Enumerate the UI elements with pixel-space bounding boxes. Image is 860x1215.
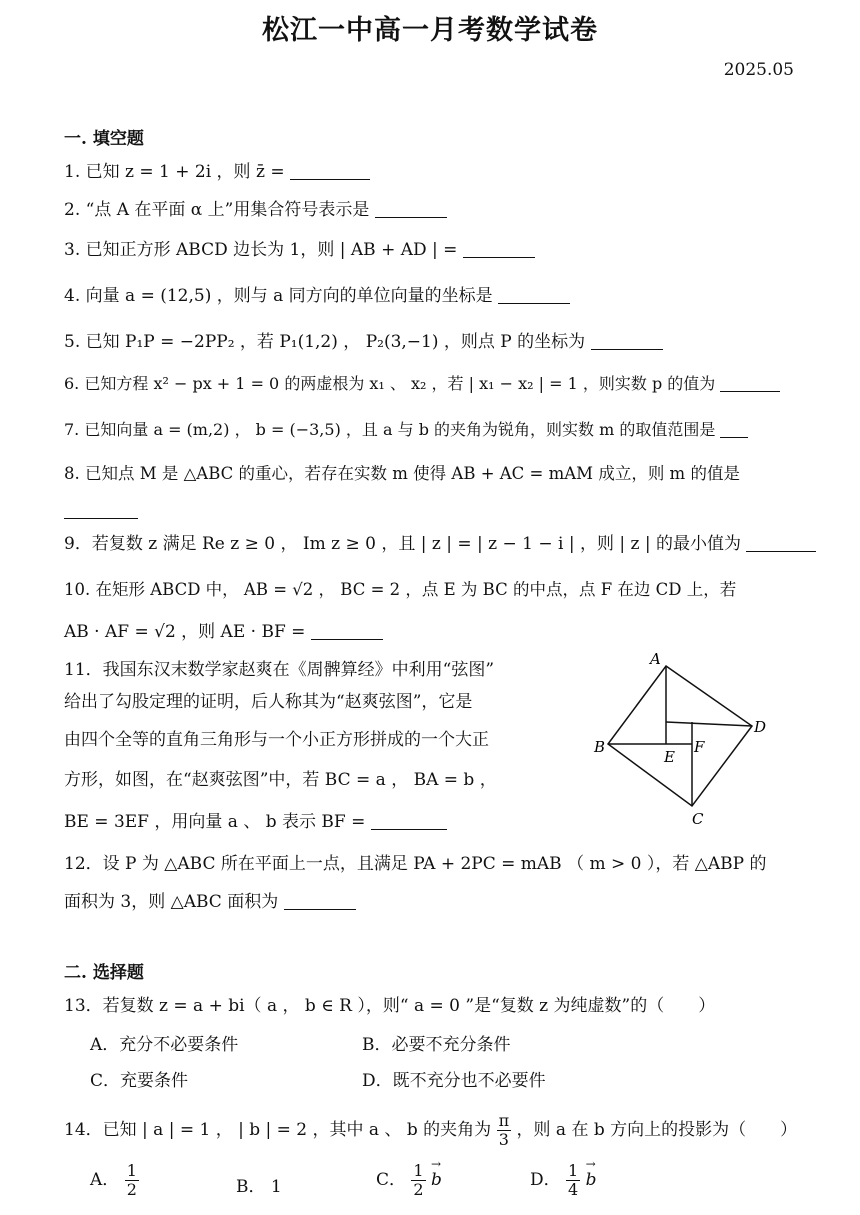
answer-blank [290,161,370,180]
question-11-line5: BE = 3EF ，用向量 a 、 b 表示 BF = [64,810,447,834]
option-13b[interactable]: B．必要不充分条件 [362,1035,511,1055]
option-13c[interactable]: C．充要条件 [90,1071,189,1091]
label-a: A [650,650,661,668]
outer-square [608,666,752,806]
section-fill-in: 一. 填空题 [64,129,144,149]
answer-blank [720,419,748,438]
label-b: B [594,738,606,756]
label-c: C [692,810,704,828]
question-14: 14．已知 | a | = 1 ， | b | = 2 ，其中 a 、 b 的夹角为 $\frac{\pi}{3}$ ，则 a 在 b 方向上的投影为（ ） [64,1111,798,1149]
question-4: 4. 向量 a = (12,5) ，则与 a 同方向的单位向量的坐标是 [64,284,570,308]
option-14a[interactable]: A． $\frac{1}{2}$ [90,1161,137,1199]
question-10-line1: 10. 在矩形 ABCD 中， AB = √2 ， BC = 2 ，点 E 为 BC 的中点，点 F 在边 CD 上，若 [64,580,737,599]
question-12-line1: 12．设 P 为 △ABC 所在平面上一点，且满足 PA + 2PC = mAB （ m > 0 ），若 △ABP 的 [64,854,767,874]
question-11-line1: 11．我国东汉末数学家赵爽在《周髀算经》中利用“弦图” [64,660,495,680]
answer-blank [375,199,447,218]
option-13d[interactable]: D．既不充分也不必要件 [362,1071,546,1091]
label-f: F [694,738,705,756]
label-e: E [664,748,675,766]
question-1: 1. 已知 z = 1 + 2i ，则 z̄ = [64,160,370,184]
question-7: 7. 已知向量 a = (m,2) ， b = (−3,5) ，且 a 与 b 的夹角为锐角，则实数 m 的取值范围是 [64,418,748,442]
option-14d[interactable]: D． $\frac{1}{4}$ → b [530,1162,597,1199]
question-11-line4: 方形，如图，在“赵爽弦图”中，若 BC = a ， BA = b ， [64,770,497,790]
question-8: 8. 已知点 M 是 △ABC 的重心，若存在实数 m 使得 AB + AC = mAM 成立，则 m 的值是 [64,464,740,483]
fraction-pi-over-3: $\frac{\pi}{3}$ [498,1111,510,1149]
question-11-line3: 由四个全等的直角三角形与一个小正方形拼成的一个大正 [64,730,489,750]
zhao-shuang-diagram [580,648,780,828]
answer-blank [284,891,356,910]
question-3: 3. 已知正方形 ABCD 边长为 1，则 | AB + AD | = [64,238,535,262]
answer-blank [311,621,383,640]
answer-blank [371,811,447,830]
question-10-line2: AB · AF = √2 ，则 AE · BF = [64,620,383,644]
question-13: 13．若复数 z = a + bi（ a ， b ∈ R ），则“ a = 0 ”是“复数 z 为纯虚数”的（ ） [64,996,716,1016]
option-14b[interactable]: B． 1 [236,1177,282,1197]
exam-title: 松江一中高一月考数学试卷 [262,15,598,46]
question-9: 9．若复数 z 满足 Re z ≥ 0 ， Im z ≥ 0 ，且 | z | = | z − 1 − i | ，则 | z | 的最小值为 [64,532,816,556]
exam-date: 2025.05 [723,60,794,80]
question-5: 5. 已知 P₁P = −2PP₂ ，若 P₁(1,2) ， P₂(3,−1) ，则点 P 的坐标为 [64,330,663,354]
question-11-line2: 给出了勾股定理的证明，后人称其为“赵爽弦图”，它是 [64,692,473,712]
answer-blank [591,331,663,350]
option-13a[interactable]: A．充分不必要条件 [90,1035,239,1055]
question-12-line2: 面积为 3，则 △ABC 面积为 [64,890,356,914]
question-6: 6. 已知方程 x² − px + 1 = 0 的两虚根为 x₁ 、 x₂ ，若 | x₁ − x₂ | = 1 ，则实数 p 的值为 [64,372,780,396]
option-14c[interactable]: C． $\frac{1}{2}$ → b [376,1162,442,1199]
segment-d [666,722,752,726]
answer-blank [498,285,570,304]
label-d: D [754,718,767,736]
answer-blank [64,500,138,519]
answer-blank [746,533,816,552]
answer-blank [720,373,780,392]
section-multiple-choice: 二. 选择题 [64,963,144,983]
question-2: 2. “点 A 在平面 α 上”用集合符号表示是 [64,198,447,222]
answer-blank [463,239,535,258]
